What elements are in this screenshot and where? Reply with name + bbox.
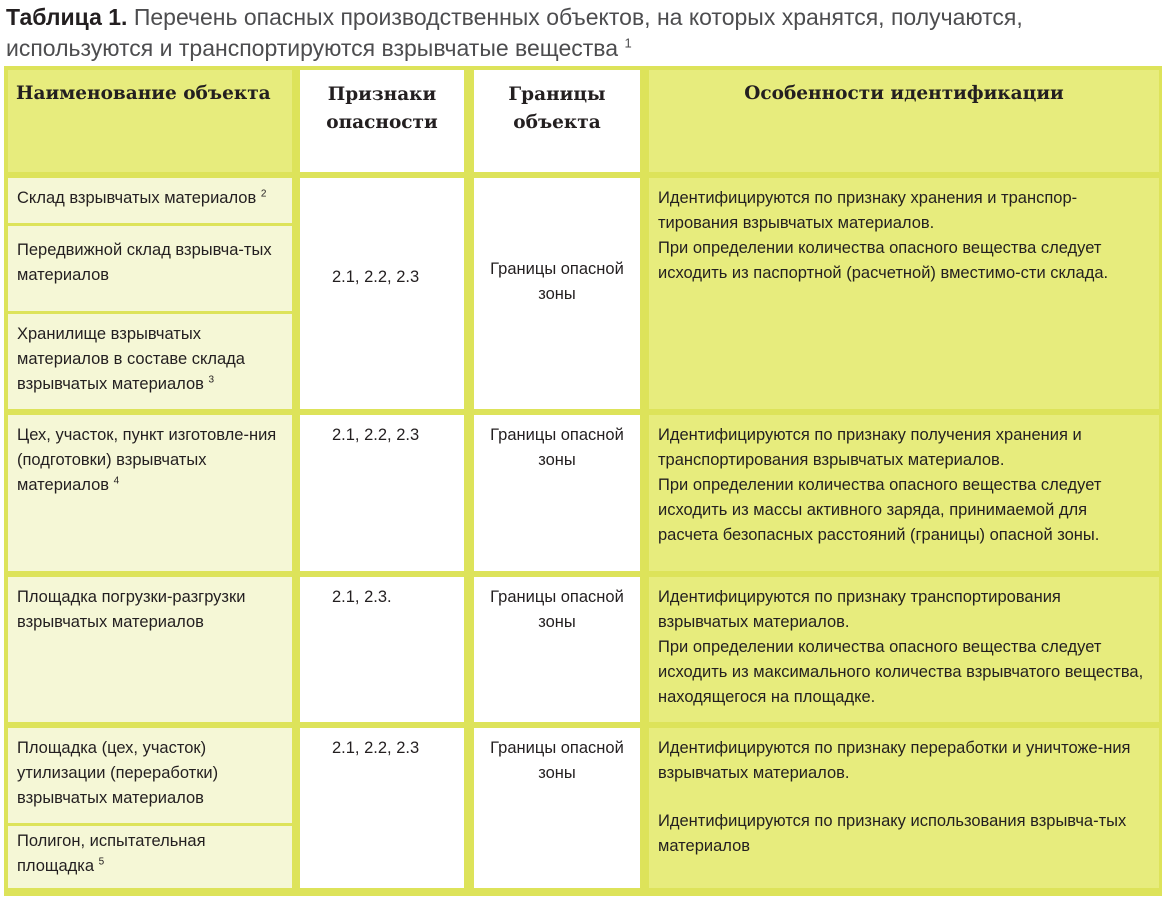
table-row-name: Передвижной склад взрывча-тых материалов (8, 226, 292, 311)
table-row-name: Склад взрывчатых материалов $^2$ (8, 178, 292, 223)
table-row-signs: 2.1, 2.2, 2.3 (300, 178, 464, 409)
table-row-signs: 2.1, 2.2, 2.3 (300, 415, 464, 571)
table-row-features: Идентифицируются по признаку получения хранения и транспортирования взрывчатых материалов. При определении количества опасного вещества следует исходить из массы активного заряда, принимаемой для расчета безопасных расстояний (границы) опасной зоны. (649, 415, 1159, 571)
table-row-features: Идентифицируются по признаку транспортирования взрывчатых материалов. При определении количества опасного вещества следует исходить из максимального количества взрывчатого вещества, находящегося на площадке. (649, 577, 1159, 722)
table-row-signs: 2.1, 2.2, 2.3 (300, 728, 464, 888)
table-row-name: Хранилище взрывчатых материалов в составе склада взрывчатых материалов $^3$ (8, 314, 292, 409)
table-row-bounds: Границы опасной зоны (474, 728, 640, 888)
header-features: Особенности идентификации (649, 70, 1159, 172)
caption-text: Перечень опасных производственных объектов, на которых хранятся, получаются, используются и транспортируются взрывчатые вещества (6, 4, 1023, 61)
table-row-bounds: Границы опасной зоны (474, 577, 640, 722)
header-bounds: Границы объекта (474, 70, 640, 172)
table-row-name: Цех, участок, пункт изготовле-ния (подготовки) взрывчатых материалов $^4$ (8, 415, 292, 571)
caption-label: Таблица 1. (6, 4, 128, 30)
table-caption (6, 2, 1166, 64)
caption-footnote: 1 (624, 35, 632, 51)
table-row-bounds: Границы опасной зоны (474, 178, 640, 409)
table-row-features: Идентифицируются по признаку переработки и уничтоже-ния взрывчатых материалов. Идентифицируются по признаку использования взрывча-тых материалов (649, 728, 1159, 888)
header-signs: Признаки опасности (300, 70, 464, 172)
table-row-name: Площадка (цех, участок) утилизации (переработки) взрывчатых материалов (8, 728, 292, 823)
table-row-bounds: Границы опасной зоны (474, 415, 640, 571)
header-name: Наименование объекта (8, 70, 292, 172)
table-row-name: Площадка погрузки-разгрузки взрывчатых материалов (8, 577, 292, 722)
hazard-objects-table (4, 66, 1162, 896)
table-row-name: Полигон, испытательная площадка $^5$ (8, 826, 292, 888)
table-row-signs: 2.1, 2.3. (300, 577, 464, 722)
table-row-features: Идентифицируются по признаку хранения и транспор-тирования взрывчатых материалов. При определении количества опасного вещества следует исходить из паспортной (расчетной) вместимо-сти склада. (649, 178, 1159, 409)
